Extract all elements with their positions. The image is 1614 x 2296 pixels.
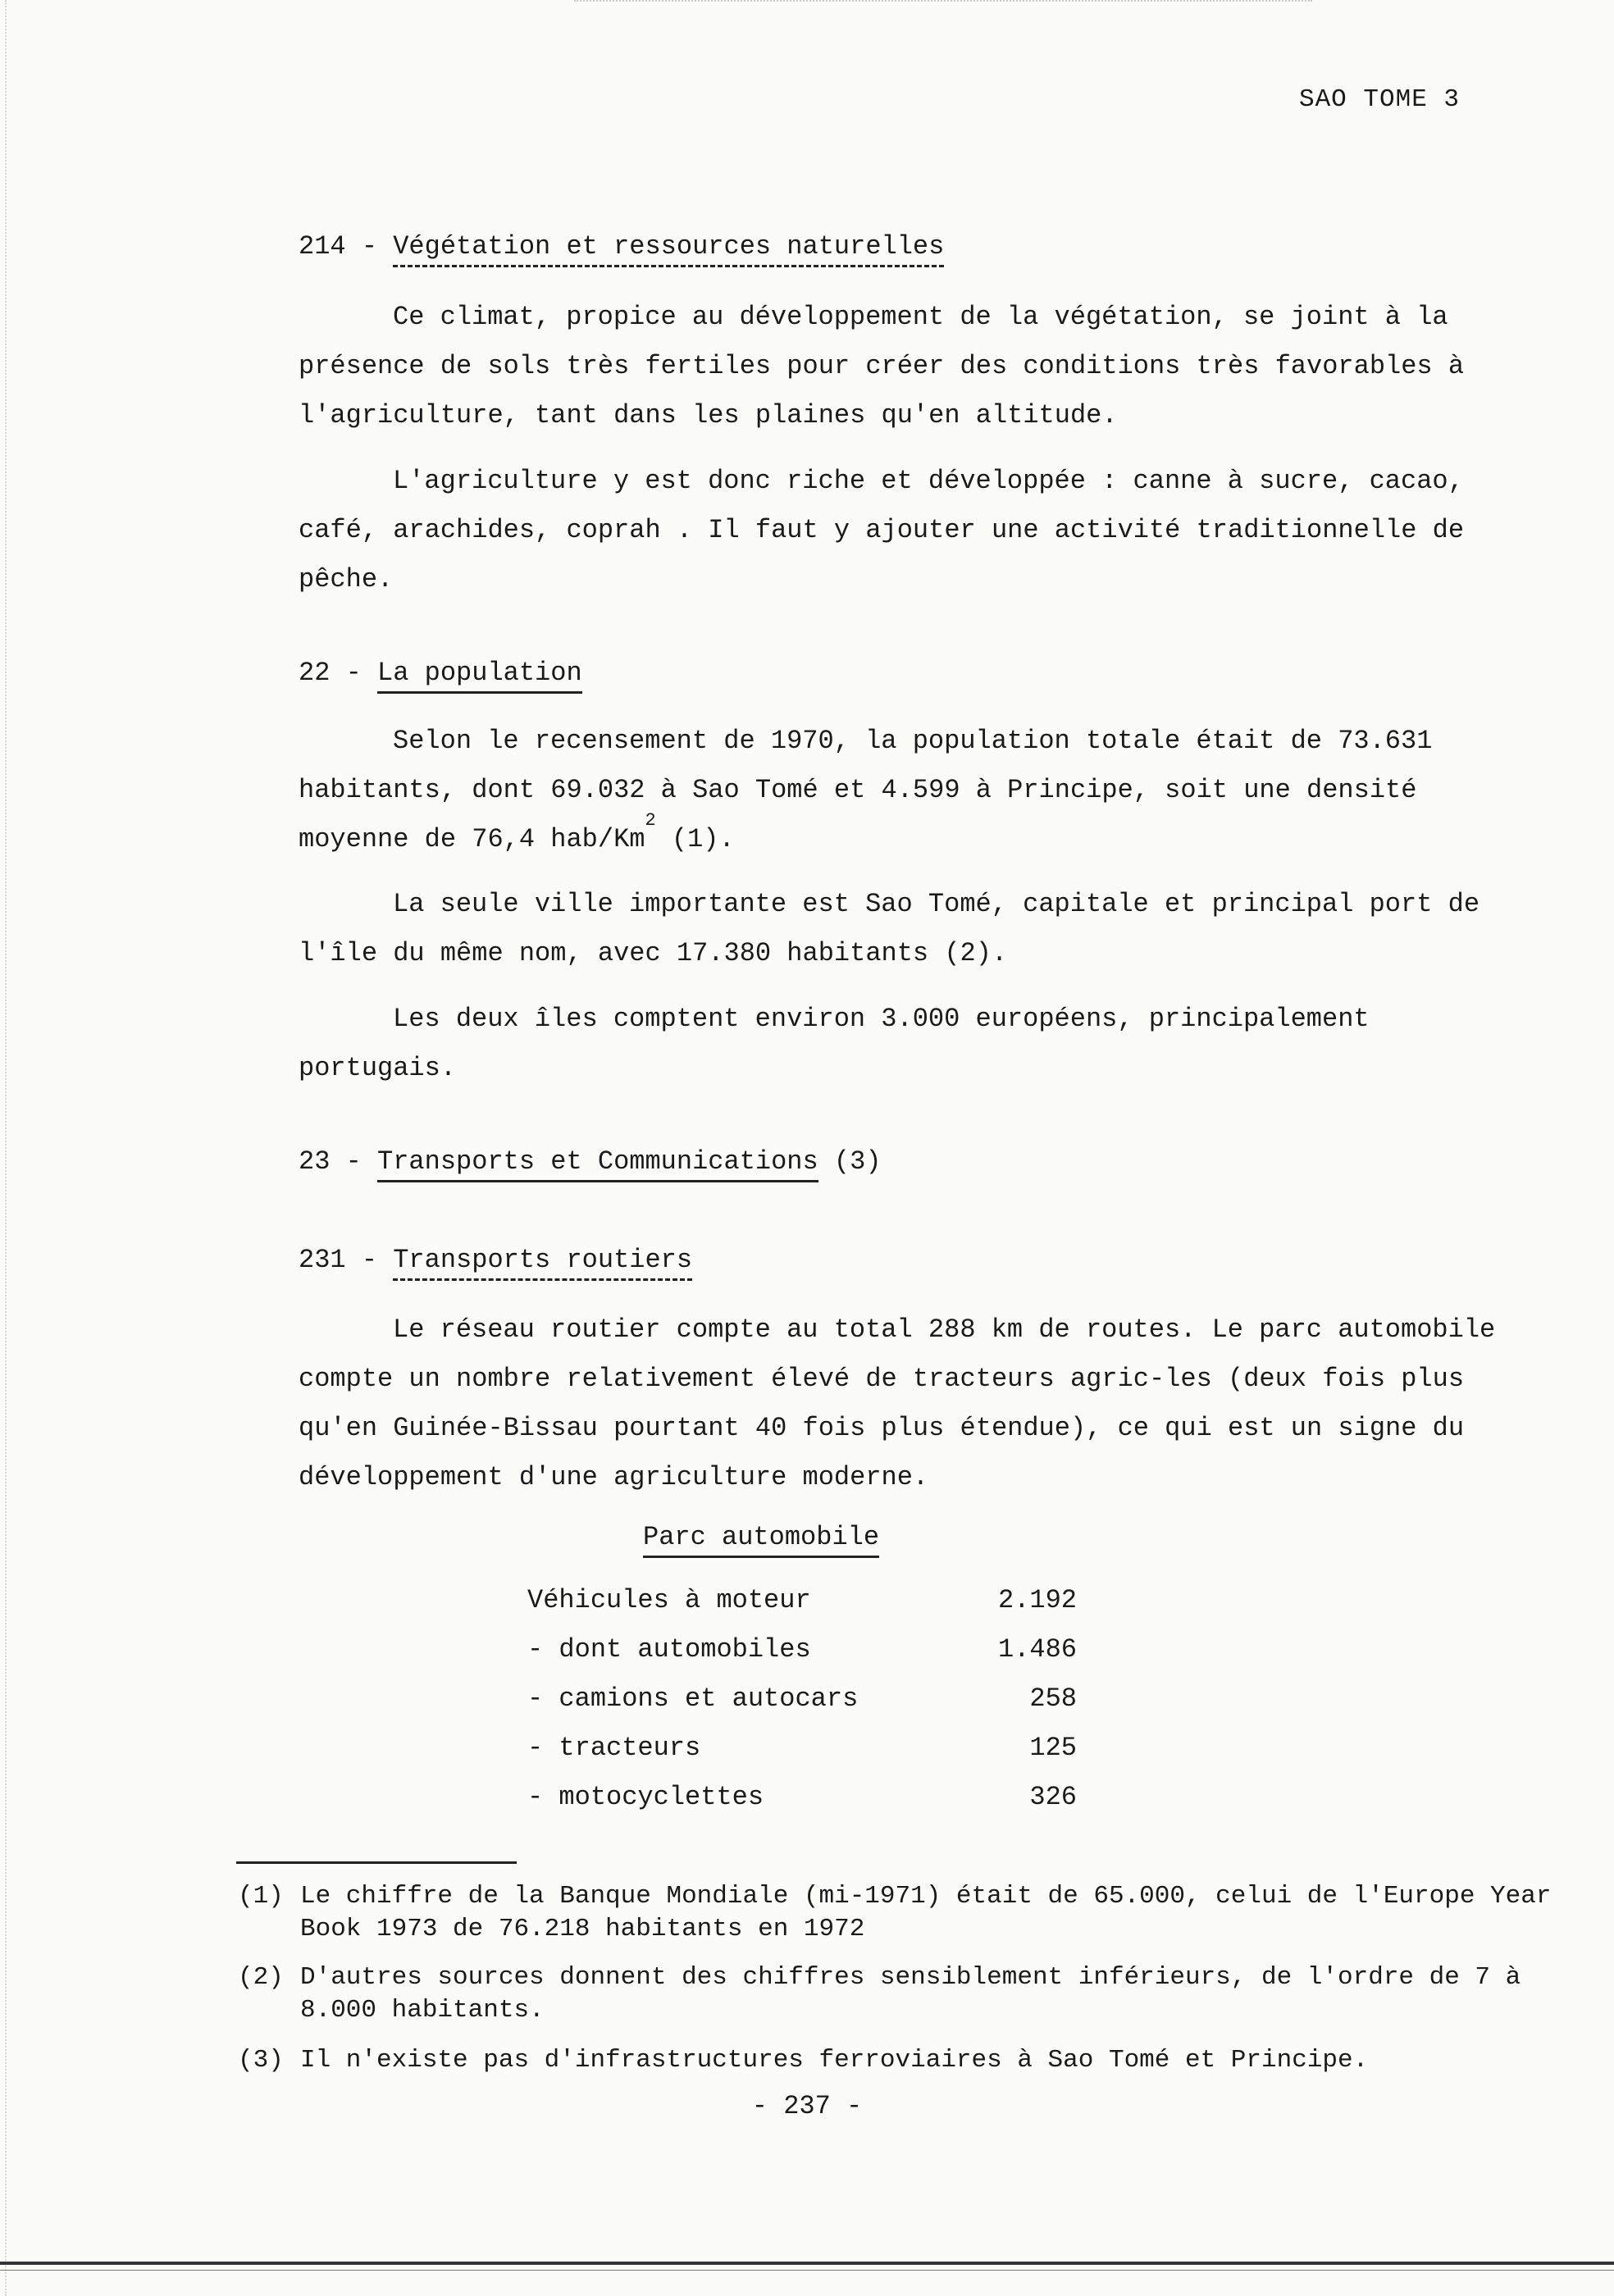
footnote: [238, 1961, 1583, 2027]
heading-number: 231 -: [299, 1245, 394, 1275]
heading-23: [299, 1146, 882, 1177]
bottom-rule-thin: [0, 2270, 1614, 2271]
heading-number: 214 -: [299, 231, 394, 262]
row-value: 1.486: [997, 1634, 1077, 1665]
footnote-number: (1): [238, 1882, 284, 1911]
row-label: - camions et autocars: [527, 1683, 859, 1714]
footnote-rule: [236, 1861, 517, 1864]
row-label: Véhicules à moteur: [527, 1585, 811, 1615]
row-value: 2.192: [997, 1585, 1077, 1615]
superscript: 2: [645, 810, 656, 831]
paragraph: Les deux îles comptent environ 3.000 européens, principalement portugais.: [299, 1004, 1370, 1083]
footnote-text: Il n'existe pas d'infrastructures ferroviaires à Sao Tomé et Principe.: [300, 2046, 1369, 2075]
footnote-text: Le chiffre de la Banque Mondiale (mi-1971) était de 65.000, celui de l'Europe Year Book 1973 de 76.218 habitants en 1972: [300, 1882, 1552, 1943]
footnote: [238, 2044, 1583, 2077]
paragraph: Selon le recensement de 1970, la population totale était de 73.631 habitants, dont 69.032 à Sao Tomé et 4.599 à Principe, soit une densité moyenne de 76,4 hab/Km$^2$ (1).: [299, 726, 1433, 854]
table-row: [527, 1634, 1077, 1680]
table-title: Parc automobile: [643, 1522, 879, 1558]
table-row: [527, 1585, 1077, 1631]
page-number: - 237 -: [751, 2091, 863, 2121]
heading-title: Végétation et ressources naturelles: [393, 231, 944, 267]
footnote-text: D'autres sources donnent des chiffres sensiblement inférieurs, de l'ordre de 7 à 8.000 habitants.: [300, 1963, 1521, 2025]
paragraph: La seule ville importante est Sao Tomé, capitale et principal port de l'île du même nom, avec 17.380 habitants (2).: [299, 889, 1480, 968]
heading-214: [299, 231, 944, 262]
scan-edge: [5, 0, 7, 2296]
paragraph: L'agriculture y est donc riche et développée : canne à sucre, cacao, café, arachides, coprah . Il faut y ajouter une activité traditionnelle de pêche.: [299, 466, 1465, 594]
bottom-rule: [0, 2262, 1614, 2265]
paragraph: Ce climat, propice au développement de la végétation, se joint à la présence de sols très fertiles pour créer des conditions très favorables à l'agriculture, tant dans les plaines qu'en altitude.: [299, 302, 1465, 430]
heading-number: 22 -: [299, 658, 378, 688]
heading-231: [299, 1245, 692, 1275]
row-label: - motocyclettes: [527, 1782, 764, 1812]
heading-number: 23 -: [299, 1146, 378, 1177]
heading-title: Transports et Communications: [377, 1146, 818, 1182]
row-label: - dont automobiles: [527, 1634, 811, 1665]
row-value: 258: [1029, 1683, 1077, 1714]
running-header: SAO TOME 3: [1298, 85, 1460, 114]
footnote-number: (2): [238, 1963, 284, 1992]
table-row: [527, 1683, 1077, 1729]
scan-noise: [574, 0, 1312, 10]
heading-22: [299, 658, 582, 688]
heading-title: La population: [377, 658, 582, 694]
row-value: 326: [1029, 1782, 1077, 1812]
paragraph: Le réseau routier compte au total 288 km de routes. Le parc automobile compte un nombre relativement élevé de tracteurs agric-les (deux fois plus qu'en Guinée-Bissau pourtant 40 fois plus étendue), ce qui est un signe du développement d'une agriculture moderne.: [299, 1314, 1496, 1492]
footnote-number: (3): [238, 2046, 284, 2075]
footnote: [238, 1880, 1583, 1946]
heading-title: Transports routiers: [393, 1245, 692, 1281]
row-value: 125: [1029, 1733, 1077, 1763]
note-ref: (3): [818, 1146, 882, 1177]
table-row: [527, 1733, 1077, 1779]
table-row: [527, 1782, 1077, 1828]
row-label: - tracteurs: [527, 1733, 701, 1763]
